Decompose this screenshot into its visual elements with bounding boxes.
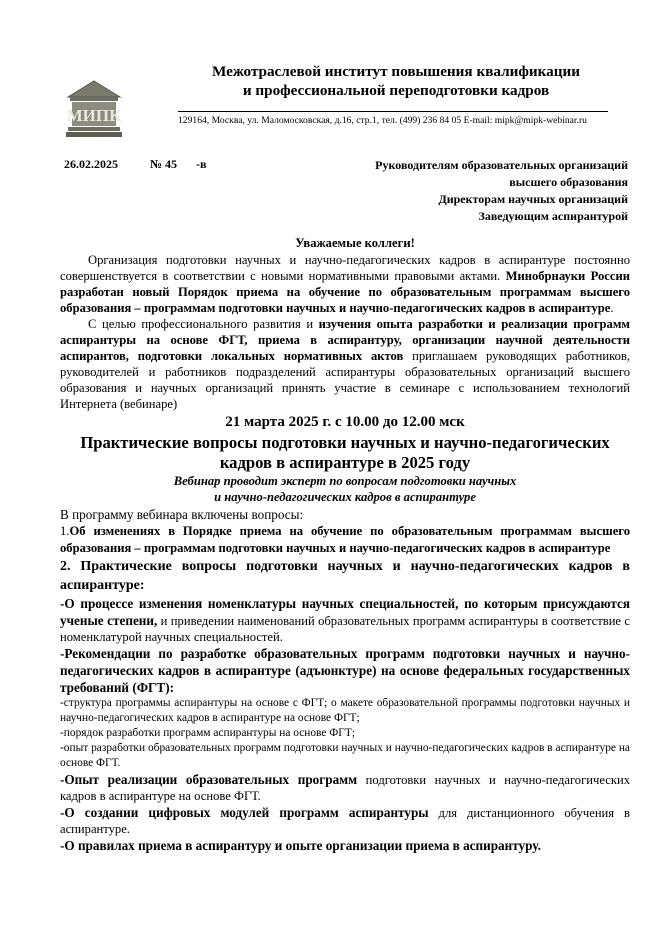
org-title-line-2: и профессиональной переподготовки кадров	[242, 82, 550, 99]
item1-number: 1.	[60, 524, 70, 538]
organization-title	[148, 62, 644, 100]
program-subitem-1	[60, 595, 630, 645]
intro-p1-end: .	[610, 301, 614, 315]
event-title-line-1: Практические вопросы подготовки научных и научно-педагогических	[80, 433, 610, 452]
event-date-time: 21 марта 2025 г. с 10.00 до 12.00 мск	[225, 414, 465, 430]
intro-p2-text-a: С целью профессионального развития и	[88, 317, 319, 331]
intro-p2-bold: изучения опыта разработки и реализации программ аспирантуры на основе ФГТ, приема в аспирантуру, организации научной деятельности аспирантов, подготовки локальных нормативных актов	[60, 317, 630, 363]
event-title	[60, 433, 630, 473]
program-item-1	[60, 523, 630, 557]
event-title-line-2: кадров в аспирантуре в 2025 году	[219, 453, 471, 472]
letter-reference	[64, 157, 206, 172]
subitem1-text: и приведении наименований образовательных программ аспирантуры в соответствие с номенклатурой научных специальностей.	[60, 614, 630, 644]
recipients-block	[298, 157, 628, 225]
org-title-line-1: Межотраслевой институт повышения квалификации	[211, 63, 581, 80]
recipient-line: Руководителям образовательных организаций	[375, 158, 628, 172]
subitem3-bold: -Опыт реализации образовательных программ	[60, 772, 358, 787]
intro-p1-text: Организация подготовки научных и научно-педагогических кадров в аспирантуре постоянно совершенствуется в соответствии с новыми нормативными правовыми актами.	[60, 253, 630, 283]
subitem2-point: -опыт разработки образовательных программ подготовки научных и научно-педагогических кадров в аспирантуре на основе ФГТ.	[60, 742, 630, 769]
letter-number-suffix: -в	[196, 157, 207, 171]
subitem4-bold: -О создании цифровых модулей программ аспирантуры	[60, 805, 429, 820]
intro-p2-text-b: приглашаем руководящих работников, руководителей и работников подразделений аспирантуры образовательных организаций высшего образования и научных организаций принять участие в семинаре с использованием технологий Интернета (вебинаре)	[60, 349, 630, 411]
subitem2-point: -структура программы аспирантуры на основе с ФГТ; о макете образовательной программы подготовки научных и научно-педагогических кадров в аспирантуре на основе ФГТ;	[60, 697, 630, 724]
program-subitem-2: -Рекомендации по разработке образовательных программ подготовки научных и научно-педагогических кадров в аспирантуре (адъюнктуре) на основе федеральных государственных требований (ФГТ):	[60, 646, 630, 695]
item1-text: Об изменениях в Порядке приема на обучение по образовательным программам высшего образования – программам подготовки научных и научно-педагогических кадров в аспирантуре	[60, 524, 630, 555]
svg-text:МИПК: МИПК	[66, 106, 122, 125]
subitem4-text: для дистанционного обучения в аспирантуре.	[60, 806, 630, 836]
intro-paragraph-1	[60, 252, 630, 316]
recipient-line: Директорам научных организаций	[438, 192, 628, 206]
intro-paragraph-2	[60, 316, 630, 412]
event-speaker	[60, 473, 630, 505]
letter-date: 26.02.2025	[64, 157, 118, 171]
salutation: Уважаемые коллеги!	[295, 236, 415, 250]
org-address: 129164, Москва, ул. Маломосковская, д.16, стр.1, тел. (499) 236 84 05 E-mail: mipk@mipk-webinar.ru	[178, 115, 587, 126]
subitem1-bold: -О процессе изменения номенклатуры научных специальностей, по которым присуждаются ученые степени,	[60, 596, 630, 628]
letter-number: № 45	[150, 157, 178, 171]
speaker-line-1: Вебинар проводит эксперт по вопросам подготовки научных	[173, 474, 517, 488]
letter-body	[60, 235, 630, 854]
recipient-line: высшего образования	[509, 175, 628, 189]
header-divider	[178, 111, 608, 112]
intro-p1-bold: Минобрнауки России разработан новый Порядок приема на обучение по образовательным программам высшего образования – программам подготовки научных и научно-педагогических кадров в аспирантуре	[60, 269, 630, 315]
subitem3-text: подготовки научных и научно-педагогических кадров в аспирантуре на основе ФГТ.	[60, 773, 630, 803]
recipient-line: Заведующим аспирантурой	[478, 209, 628, 223]
program-item-2: 2. Практические вопросы подготовки научных и научно-педагогических кадров в аспирантуре:	[60, 559, 630, 593]
subitem2-point: -порядок разработки программ аспирантуры на основе ФГТ;	[60, 727, 355, 739]
institute-logo	[66, 79, 122, 139]
program-intro: В программу вебинара включены вопросы:	[60, 507, 304, 522]
program-subitem-5: -О правилах приема в аспирантуру и опыте организации приема в аспирантуру.	[60, 838, 541, 853]
speaker-line-2: и научно-педагогических кадров в аспирантуре	[214, 490, 476, 504]
program-subitem-3	[60, 771, 630, 804]
program-subitem-4	[60, 804, 630, 837]
